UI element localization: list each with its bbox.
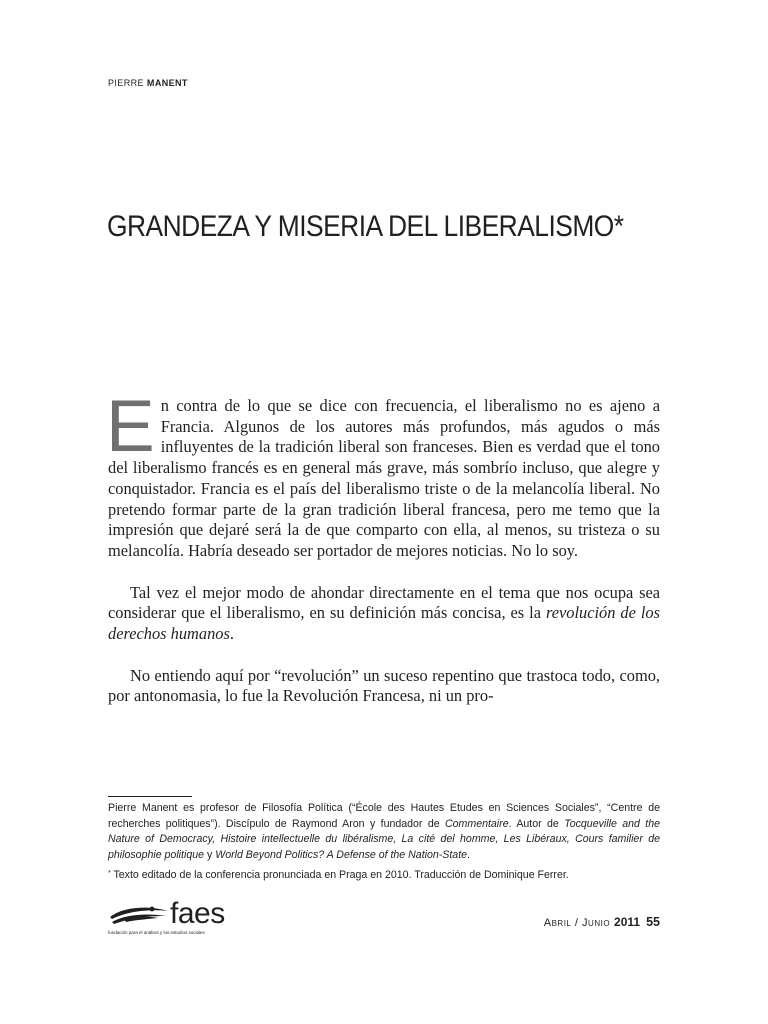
- paragraph-2: [108, 583, 660, 645]
- paragraph-2-text: Tal vez el mejor modo de ahondar directamente en el tema que nos ocupa sea considerar que el liberalismo, en su definición más concisa, es la: [108, 582, 660, 623]
- paragraph-1-text: n contra de lo que se dice con frecuencia, el liberalismo no es ajeno a Francia. Algunos de los autores más profundos, más agudos o más influyentes de la tradición liberal son franceses. Bien es verdad que el tono del liberalismo francés es en general más grave, más sombrío incluso, que alegre y conquistador. Francia es el país del liberalismo triste o de la melancolía liberal. No pretendo formar parte de la gran tradición liberal francesa, pero me temo que la impresión que dejaré será la de que comparto con ella, al menos, su tristeza o su melancolía. Habría deseado ser portador de mejores noticias. No lo soy.: [108, 396, 660, 560]
- logo-wordmark: faes: [170, 897, 225, 930]
- bio-text-c: y: [204, 848, 216, 861]
- paragraph-1: [106, 386, 660, 562]
- author-first-name: PIERRE: [108, 78, 144, 88]
- paragraph-2-italic: revolución de los derechos humanos: [108, 603, 661, 644]
- bio-text-d: .: [467, 848, 470, 861]
- logo-tagline: fundación para el análisis y los estudios sociales: [108, 930, 205, 935]
- faes-swoosh-icon: [108, 903, 172, 927]
- author-bio-footnote: [108, 801, 660, 863]
- source-footnote: [108, 866, 660, 884]
- paragraph-3: No entiendo aquí por “revolución” un suceso repentino que trastoca todo, como, por antonomasia, lo fue la Revolución Francesa, ni un pro-: [108, 665, 660, 706]
- footnotes: [108, 801, 660, 884]
- article-title: GRANDEZA Y MISERIA DEL LIBERALISMO*: [107, 210, 624, 243]
- page-footer: [544, 913, 660, 931]
- running-head: [108, 78, 188, 88]
- bio-text-b: . Autor de: [508, 817, 565, 830]
- bio-italic-3: World Beyond Politics? A Defense of the Nation-State: [215, 848, 468, 861]
- article-body: [106, 386, 661, 728]
- issue-year: 2011: [614, 915, 641, 929]
- bio-italic-2: Tocqueville and the Nature of Democracy, Histoire intellectuelle du libéralisme, La cité del homme, Les Libéraux, Cours familier de philosophie politique: [108, 817, 660, 861]
- drop-cap: E: [106, 386, 155, 467]
- faes-logo: [108, 897, 248, 937]
- footnote-marker: *: [108, 870, 111, 877]
- page-number: 55: [646, 915, 660, 929]
- issue-date: Abril / Junio: [543, 917, 611, 929]
- author-last-name: MANENT: [146, 78, 188, 88]
- bio-italic-1: Commentaire: [445, 817, 509, 830]
- paragraph-2-end: .: [229, 624, 234, 644]
- footnote-rule: [108, 796, 192, 797]
- bio-text-a: Pierre Manent es profesor de Filosofía Política (“École des Hautes Etudes en Sciences Sociales”, “Centre de recherches politiques”). Discípulo de Raymond Aron y fundador de: [108, 802, 660, 830]
- source-footnote-text: Texto editado de la conferencia pronunciada en Praga en 2010. Traducción de Dominique Ferrer.: [110, 869, 569, 881]
